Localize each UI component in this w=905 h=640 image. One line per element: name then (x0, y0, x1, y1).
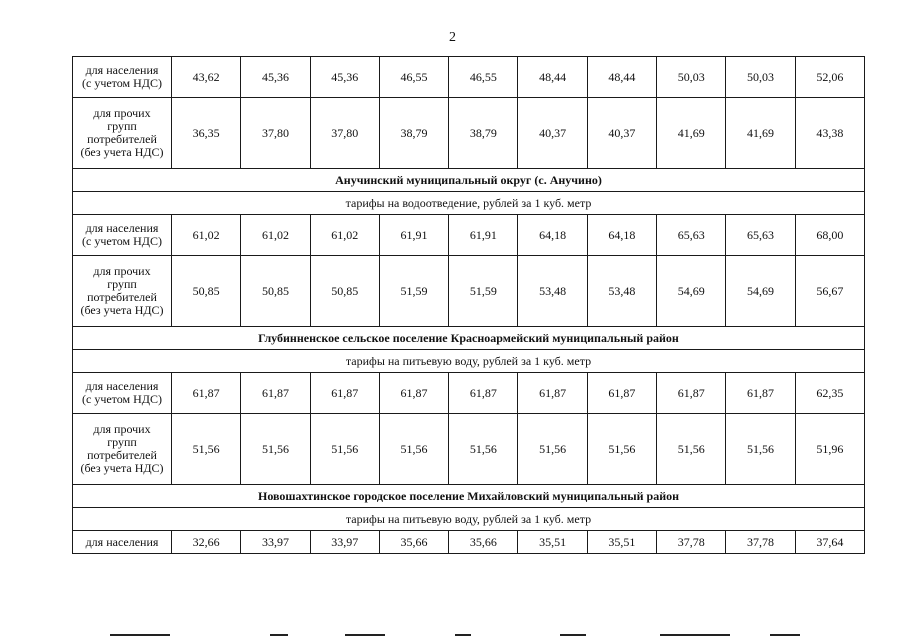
consumer-group-label (73, 256, 172, 327)
tariff-value-cell: 51,96 (795, 414, 864, 485)
consumer-group-label (73, 373, 172, 414)
tariff-value-cell: 61,87 (518, 373, 587, 414)
tariff-value-cell: 61,02 (241, 215, 310, 256)
tariff-value-cell: 51,56 (518, 414, 587, 485)
tariff-type-row (73, 508, 865, 531)
tariff-row (73, 57, 865, 98)
tariff-value-cell: 52,06 (795, 57, 864, 98)
scan-artifact-strip (0, 628, 905, 640)
consumer-group-label-line: для населения (85, 63, 159, 77)
consumer-group-label-line: (с учетом НДС) (82, 234, 162, 248)
tariff-value-cell: 35,66 (449, 531, 518, 554)
tariff-value-cell: 56,67 (795, 256, 864, 327)
tariff-value-cell: 38,79 (379, 98, 448, 169)
tariff-value-cell: 35,66 (379, 531, 448, 554)
tariff-value-cell: 48,44 (587, 57, 656, 98)
tariff-value-cell: 51,56 (379, 414, 448, 485)
tariff-value-cell: 37,80 (310, 98, 379, 169)
tariff-row (73, 256, 865, 327)
tariff-value-cell: 61,87 (657, 373, 726, 414)
consumer-group-label (73, 531, 172, 554)
consumer-group-label (73, 414, 172, 485)
tariff-value-cell: 61,87 (587, 373, 656, 414)
tariff-row (73, 531, 865, 554)
section-row (73, 169, 865, 192)
tariff-type-title: тарифы на водоотведение, рублей за 1 куб. метр (73, 192, 865, 215)
tariff-value-cell: 37,64 (795, 531, 864, 554)
tariff-value-cell: 64,18 (587, 215, 656, 256)
tariff-value-cell: 54,69 (657, 256, 726, 327)
tariff-value-cell: 61,87 (449, 373, 518, 414)
tariff-value-cell: 45,36 (241, 57, 310, 98)
tariff-value-cell: 61,87 (172, 373, 241, 414)
consumer-group-label-line: (с учетом НДС) (82, 76, 162, 90)
tariff-value-cell: 61,87 (310, 373, 379, 414)
tariff-value-cell: 50,03 (726, 57, 795, 98)
tariff-row (73, 414, 865, 485)
tariff-value-cell: 38,79 (449, 98, 518, 169)
tariff-value-cell: 40,37 (587, 98, 656, 169)
consumer-group-label-line: для прочих (93, 106, 151, 120)
consumer-group-label-line: групп (107, 119, 137, 133)
tariff-value-cell: 33,97 (241, 531, 310, 554)
consumer-group-label-line: для прочих (93, 264, 151, 278)
tariff-value-cell: 36,35 (172, 98, 241, 169)
tariff-value-cell: 51,56 (310, 414, 379, 485)
consumer-group-label-line: потребителей (87, 132, 157, 146)
tariff-value-cell: 50,03 (657, 57, 726, 98)
tariff-value-cell: 68,00 (795, 215, 864, 256)
tariff-value-cell: 50,85 (310, 256, 379, 327)
tariff-value-cell: 53,48 (587, 256, 656, 327)
tariff-value-cell: 43,38 (795, 98, 864, 169)
consumer-group-label-line: (без учета НДС) (80, 303, 164, 317)
consumer-group-label-line: для населения (85, 379, 159, 393)
section-title: Новошахтинское городское поселение Михайловский муниципальный район (73, 485, 865, 508)
tariff-value-cell: 65,63 (726, 215, 795, 256)
tariff-value-cell: 62,35 (795, 373, 864, 414)
tariff-value-cell: 35,51 (587, 531, 656, 554)
tariff-table-body (73, 57, 865, 554)
tariff-value-cell: 51,59 (379, 256, 448, 327)
tariff-value-cell: 51,56 (449, 414, 518, 485)
tariff-value-cell: 51,59 (449, 256, 518, 327)
consumer-group-label-line: для населения (85, 221, 159, 235)
tariff-value-cell: 61,87 (726, 373, 795, 414)
tariff-value-cell: 41,69 (726, 98, 795, 169)
consumer-group-label-line: (с учетом НДС) (82, 392, 162, 406)
consumer-group-label-line: групп (107, 435, 137, 449)
consumer-group-label (73, 98, 172, 169)
tariff-type-row (73, 192, 865, 215)
tariff-value-cell: 51,56 (657, 414, 726, 485)
tariff-row (73, 98, 865, 169)
tariff-value-cell: 32,66 (172, 531, 241, 554)
tariff-value-cell: 33,97 (310, 531, 379, 554)
tariff-value-cell: 50,85 (241, 256, 310, 327)
tariff-value-cell: 48,44 (518, 57, 587, 98)
tariff-value-cell: 64,18 (518, 215, 587, 256)
tariff-value-cell: 61,87 (241, 373, 310, 414)
tariff-value-cell: 37,78 (726, 531, 795, 554)
tariff-value-cell: 50,85 (172, 256, 241, 327)
tariff-value-cell: 61,02 (310, 215, 379, 256)
tariff-value-cell: 37,80 (241, 98, 310, 169)
tariff-value-cell: 37,78 (657, 531, 726, 554)
tariff-value-cell: 65,63 (657, 215, 726, 256)
tariff-value-cell: 61,91 (379, 215, 448, 256)
tariff-value-cell: 45,36 (310, 57, 379, 98)
tariff-value-cell: 53,48 (518, 256, 587, 327)
consumer-group-label-line: (без учета НДС) (80, 145, 164, 159)
consumer-group-label-line: групп (107, 277, 137, 291)
tariff-value-cell: 35,51 (518, 531, 587, 554)
tariff-row (73, 215, 865, 256)
tariff-value-cell: 61,91 (449, 215, 518, 256)
section-title: Анучинский муниципальный округ (с. Анучино) (73, 169, 865, 192)
tariff-value-cell: 46,55 (449, 57, 518, 98)
tariff-row (73, 373, 865, 414)
tariff-value-cell: 51,56 (587, 414, 656, 485)
tariff-type-title: тарифы на питьевую воду, рублей за 1 куб. метр (73, 508, 865, 531)
section-row (73, 327, 865, 350)
tariff-value-cell: 61,87 (379, 373, 448, 414)
tariff-type-row (73, 350, 865, 373)
tariff-value-cell: 40,37 (518, 98, 587, 169)
tariff-value-cell: 51,56 (726, 414, 795, 485)
tariff-type-title: тарифы на питьевую воду, рублей за 1 куб. метр (73, 350, 865, 373)
tariff-table (72, 56, 865, 554)
page-number: 2 (449, 30, 456, 45)
consumer-group-label-line: (без учета НДС) (80, 461, 164, 475)
section-title: Глубинненское сельское поселение Красноармейский муниципальный район (73, 327, 865, 350)
consumer-group-label-line: потребителей (87, 448, 157, 462)
consumer-group-label (73, 57, 172, 98)
tariff-value-cell: 61,02 (172, 215, 241, 256)
tariff-value-cell: 51,56 (172, 414, 241, 485)
tariff-value-cell: 41,69 (657, 98, 726, 169)
consumer-group-label (73, 215, 172, 256)
tariff-value-cell: 51,56 (241, 414, 310, 485)
consumer-group-label-line: для населения (85, 534, 159, 549)
tariff-value-cell: 43,62 (172, 57, 241, 98)
consumer-group-label-line: для прочих (93, 422, 151, 436)
section-row (73, 485, 865, 508)
consumer-group-label-line: потребителей (87, 290, 157, 304)
tariff-value-cell: 54,69 (726, 256, 795, 327)
tariff-value-cell: 46,55 (379, 57, 448, 98)
